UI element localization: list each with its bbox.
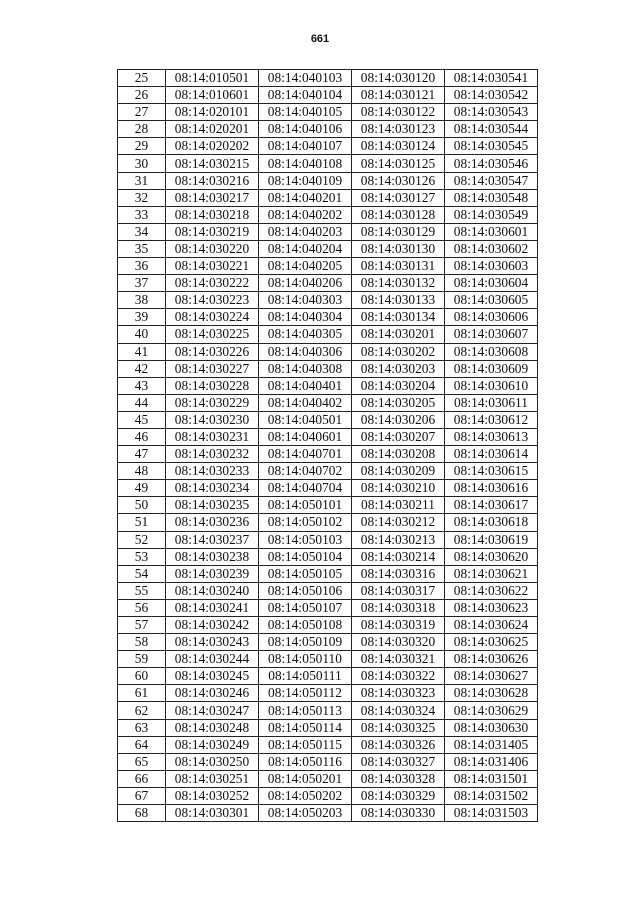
cadastral-code-cell: 08:14:030242: [166, 617, 259, 634]
table-row: [118, 104, 538, 121]
cadastral-code-cell: 08:14:030614: [445, 446, 538, 463]
cadastral-code-cell: 08:14:030318: [352, 599, 445, 616]
row-number-cell: 41: [118, 343, 166, 360]
cadastral-code-cell: 08:14:030235: [166, 497, 259, 514]
cadastral-code-cell: 08:14:040303: [259, 292, 352, 309]
cadastral-code-cell: 08:14:030545: [445, 138, 538, 155]
table-row: [118, 275, 538, 292]
cadastral-code-cell: 08:14:050103: [259, 531, 352, 548]
row-number-cell: 52: [118, 531, 166, 548]
cadastral-code-cell: 08:14:020201: [166, 121, 259, 138]
cadastral-code-cell: 08:14:050101: [259, 497, 352, 514]
cadastral-code-cell: 08:14:050116: [259, 753, 352, 770]
cadastral-code-cell: 08:14:040308: [259, 360, 352, 377]
table-body: [118, 70, 538, 822]
cadastral-code-cell: 08:14:030210: [352, 480, 445, 497]
page-number: 661: [310, 33, 330, 45]
cadastral-code-cell: 08:14:030134: [352, 309, 445, 326]
cadastral-code-cell: 08:14:030233: [166, 463, 259, 480]
cadastral-code-cell: 08:14:030240: [166, 582, 259, 599]
cadastral-code-cell: 08:14:030237: [166, 531, 259, 548]
cadastral-code-cell: 08:14:030328: [352, 770, 445, 787]
cadastral-code-cell: 08:14:050110: [259, 651, 352, 668]
table-row: [118, 805, 538, 822]
cadastral-code-cell: 08:14:050114: [259, 719, 352, 736]
row-number-cell: 65: [118, 753, 166, 770]
cadastral-code-cell: 08:14:050111: [259, 668, 352, 685]
cadastral-code-cell: 08:14:030126: [352, 172, 445, 189]
row-number-cell: 53: [118, 548, 166, 565]
row-number-cell: 44: [118, 394, 166, 411]
cadastral-code-cell: 08:14:030129: [352, 223, 445, 240]
cadastral-code-cell: 08:14:030325: [352, 719, 445, 736]
cadastral-code-cell: 08:14:030220: [166, 240, 259, 257]
cadastral-code-cell: 08:14:030224: [166, 309, 259, 326]
cadastral-code-cell: 08:14:040401: [259, 377, 352, 394]
row-number-cell: 43: [118, 377, 166, 394]
cadastral-code-cell: 08:14:030228: [166, 377, 259, 394]
table-row: [118, 497, 538, 514]
cadastral-code-cell: 08:14:030207: [352, 428, 445, 445]
cadastral-code-cell: 08:14:040304: [259, 309, 352, 326]
cadastral-code-cell: 08:14:040701: [259, 446, 352, 463]
cadastral-code-cell: 08:14:030319: [352, 617, 445, 634]
cadastral-code-cell: 08:14:030612: [445, 411, 538, 428]
table-row: [118, 360, 538, 377]
cadastral-code-cell: 08:14:030622: [445, 582, 538, 599]
cadastral-code-cell: 08:14:030232: [166, 446, 259, 463]
cadastral-codes-table: [117, 69, 538, 822]
cadastral-code-cell: 08:14:030131: [352, 258, 445, 275]
row-number-cell: 64: [118, 736, 166, 753]
cadastral-code-cell: 08:14:030244: [166, 651, 259, 668]
table-row: [118, 685, 538, 702]
table-row: [118, 548, 538, 565]
cadastral-code-cell: 08:14:031502: [445, 787, 538, 804]
table-row: [118, 514, 538, 531]
cadastral-code-cell: 08:14:040402: [259, 394, 352, 411]
cadastral-code-cell: 08:14:030123: [352, 121, 445, 138]
cadastral-code-cell: 08:14:030606: [445, 309, 538, 326]
cadastral-code-cell: 08:14:030226: [166, 343, 259, 360]
cadastral-code-cell: 08:14:030627: [445, 668, 538, 685]
cadastral-code-cell: 08:14:030615: [445, 463, 538, 480]
row-number-cell: 42: [118, 360, 166, 377]
cadastral-code-cell: 08:14:030548: [445, 189, 538, 206]
row-number-cell: 35: [118, 240, 166, 257]
cadastral-code-cell: 08:14:031501: [445, 770, 538, 787]
cadastral-code-cell: 08:14:030128: [352, 206, 445, 223]
cadastral-code-cell: 08:14:030624: [445, 617, 538, 634]
table-row: [118, 651, 538, 668]
cadastral-code-cell: 08:14:040204: [259, 240, 352, 257]
table-row: [118, 223, 538, 240]
row-number-cell: 60: [118, 668, 166, 685]
cadastral-code-cell: 08:14:030127: [352, 189, 445, 206]
cadastral-code-cell: 08:14:030133: [352, 292, 445, 309]
cadastral-code-cell: 08:14:020101: [166, 104, 259, 121]
table-row: [118, 599, 538, 616]
row-number-cell: 58: [118, 634, 166, 651]
row-number-cell: 47: [118, 446, 166, 463]
table-row: [118, 377, 538, 394]
cadastral-code-cell: 08:14:030219: [166, 223, 259, 240]
cadastral-code-cell: 08:14:030617: [445, 497, 538, 514]
cadastral-code-cell: 08:14:030203: [352, 360, 445, 377]
table-row: [118, 446, 538, 463]
cadastral-code-cell: 08:14:050106: [259, 582, 352, 599]
cadastral-code-cell: 08:14:030227: [166, 360, 259, 377]
cadastral-code-cell: 08:14:040305: [259, 326, 352, 343]
cadastral-code-cell: 08:14:030213: [352, 531, 445, 548]
cadastral-code-cell: 08:14:030206: [352, 411, 445, 428]
table-row: [118, 428, 538, 445]
cadastral-code-cell: 08:14:030316: [352, 565, 445, 582]
cadastral-code-cell: 08:14:030239: [166, 565, 259, 582]
table-row: [118, 531, 538, 548]
cadastral-code-cell: 08:14:030212: [352, 514, 445, 531]
cadastral-code-cell: 08:14:040501: [259, 411, 352, 428]
cadastral-code-cell: 08:14:050112: [259, 685, 352, 702]
table-row: [118, 770, 538, 787]
cadastral-code-cell: 08:14:030132: [352, 275, 445, 292]
cadastral-code-cell: 08:14:030619: [445, 531, 538, 548]
cadastral-code-cell: 08:14:030320: [352, 634, 445, 651]
cadastral-code-cell: 08:14:030321: [352, 651, 445, 668]
cadastral-code-cell: 08:14:030201: [352, 326, 445, 343]
row-number-cell: 50: [118, 497, 166, 514]
row-number-cell: 25: [118, 70, 166, 87]
cadastral-code-cell: 08:14:030610: [445, 377, 538, 394]
cadastral-code-cell: 08:14:030544: [445, 121, 538, 138]
cadastral-code-cell: 08:14:030243: [166, 634, 259, 651]
cadastral-code-cell: 08:14:030230: [166, 411, 259, 428]
table-row: [118, 309, 538, 326]
row-number-cell: 49: [118, 480, 166, 497]
table-row: [118, 736, 538, 753]
cadastral-code-cell: 08:14:030616: [445, 480, 538, 497]
cadastral-code-cell: 08:14:030605: [445, 292, 538, 309]
table-row: [118, 240, 538, 257]
cadastral-code-cell: 08:14:030621: [445, 565, 538, 582]
cadastral-code-cell: 08:14:030231: [166, 428, 259, 445]
table-row: [118, 121, 538, 138]
cadastral-code-cell: 08:14:030245: [166, 668, 259, 685]
table-row: [118, 155, 538, 172]
cadastral-code-cell: 08:14:030241: [166, 599, 259, 616]
row-number-cell: 57: [118, 617, 166, 634]
cadastral-code-cell: 08:14:040203: [259, 223, 352, 240]
cadastral-code-cell: 08:14:030327: [352, 753, 445, 770]
row-number-cell: 34: [118, 223, 166, 240]
table-row: [118, 87, 538, 104]
table-row: [118, 634, 538, 651]
table-row: [118, 565, 538, 582]
row-number-cell: 33: [118, 206, 166, 223]
cadastral-code-cell: 08:14:030223: [166, 292, 259, 309]
row-number-cell: 51: [118, 514, 166, 531]
row-number-cell: 46: [118, 428, 166, 445]
cadastral-code-cell: 08:14:010501: [166, 70, 259, 87]
cadastral-code-cell: 08:14:030323: [352, 685, 445, 702]
cadastral-code-cell: 08:14:050108: [259, 617, 352, 634]
cadastral-code-cell: 08:14:030238: [166, 548, 259, 565]
cadastral-code-cell: 08:14:020202: [166, 138, 259, 155]
cadastral-code-cell: 08:14:040306: [259, 343, 352, 360]
table-row: [118, 582, 538, 599]
cadastral-code-cell: 08:14:030602: [445, 240, 538, 257]
cadastral-code-cell: 08:14:030620: [445, 548, 538, 565]
cadastral-code-cell: 08:14:030618: [445, 514, 538, 531]
cadastral-code-cell: 08:14:030209: [352, 463, 445, 480]
cadastral-code-cell: 08:14:030211: [352, 497, 445, 514]
table-row: [118, 753, 538, 770]
cadastral-code-cell: 08:14:030225: [166, 326, 259, 343]
cadastral-code-cell: 08:14:030541: [445, 70, 538, 87]
row-number-cell: 68: [118, 805, 166, 822]
cadastral-code-cell: 08:14:031406: [445, 753, 538, 770]
cadastral-code-cell: 08:14:030546: [445, 155, 538, 172]
cadastral-code-cell: 08:14:030330: [352, 805, 445, 822]
cadastral-code-cell: 08:14:030549: [445, 206, 538, 223]
row-number-cell: 31: [118, 172, 166, 189]
row-number-cell: 28: [118, 121, 166, 138]
row-number-cell: 32: [118, 189, 166, 206]
row-number-cell: 59: [118, 651, 166, 668]
cadastral-code-cell: 08:14:030326: [352, 736, 445, 753]
cadastral-code-cell: 08:14:050109: [259, 634, 352, 651]
cadastral-code-cell: 08:14:040704: [259, 480, 352, 497]
row-number-cell: 39: [118, 309, 166, 326]
cadastral-code-cell: 08:14:030250: [166, 753, 259, 770]
cadastral-code-cell: 08:14:010601: [166, 87, 259, 104]
cadastral-code-cell: 08:14:030215: [166, 155, 259, 172]
row-number-cell: 48: [118, 463, 166, 480]
row-number-cell: 62: [118, 702, 166, 719]
row-number-cell: 29: [118, 138, 166, 155]
cadastral-code-cell: 08:14:050102: [259, 514, 352, 531]
cadastral-code-cell: 08:14:030121: [352, 87, 445, 104]
cadastral-code-cell: 08:14:030626: [445, 651, 538, 668]
cadastral-code-cell: 08:14:040105: [259, 104, 352, 121]
cadastral-code-cell: 08:14:030236: [166, 514, 259, 531]
row-number-cell: 36: [118, 258, 166, 275]
cadastral-code-cell: 08:14:030629: [445, 702, 538, 719]
cadastral-code-cell: 08:14:030216: [166, 172, 259, 189]
table-row: [118, 702, 538, 719]
cadastral-code-cell: 08:14:050115: [259, 736, 352, 753]
cadastral-code-cell: 08:14:040601: [259, 428, 352, 445]
row-number-cell: 40: [118, 326, 166, 343]
cadastral-code-cell: 08:14:030625: [445, 634, 538, 651]
row-number-cell: 45: [118, 411, 166, 428]
cadastral-code-cell: 08:14:030322: [352, 668, 445, 685]
table-row: [118, 138, 538, 155]
cadastral-code-cell: 08:14:030124: [352, 138, 445, 155]
table-row: [118, 719, 538, 736]
cadastral-code-cell: 08:14:030204: [352, 377, 445, 394]
cadastral-code-cell: 08:14:030246: [166, 685, 259, 702]
table-row: [118, 463, 538, 480]
cadastral-code-cell: 08:14:030604: [445, 275, 538, 292]
cadastral-code-cell: 08:14:050105: [259, 565, 352, 582]
table-row: [118, 172, 538, 189]
cadastral-code-cell: 08:14:030202: [352, 343, 445, 360]
cadastral-code-cell: 08:14:030317: [352, 582, 445, 599]
table-row: [118, 70, 538, 87]
cadastral-code-cell: 08:14:030608: [445, 343, 538, 360]
cadastral-code-cell: 08:14:030248: [166, 719, 259, 736]
cadastral-code-cell: 08:14:030205: [352, 394, 445, 411]
table-row: [118, 326, 538, 343]
table-row: [118, 206, 538, 223]
cadastral-code-cell: 08:14:030252: [166, 787, 259, 804]
cadastral-code-cell: 08:14:030120: [352, 70, 445, 87]
row-number-cell: 38: [118, 292, 166, 309]
row-number-cell: 54: [118, 565, 166, 582]
cadastral-code-cell: 08:14:030607: [445, 326, 538, 343]
cadastral-code-cell: 08:14:030214: [352, 548, 445, 565]
cadastral-code-cell: 08:14:040103: [259, 70, 352, 87]
cadastral-code-cell: 08:14:050203: [259, 805, 352, 822]
table-row: [118, 394, 538, 411]
cadastral-code-cell: 08:14:030547: [445, 172, 538, 189]
cadastral-code-cell: 08:14:030543: [445, 104, 538, 121]
cadastral-code-cell: 08:14:040205: [259, 258, 352, 275]
cadastral-code-cell: 08:14:040201: [259, 189, 352, 206]
table-row: [118, 292, 538, 309]
cadastral-code-cell: 08:14:031405: [445, 736, 538, 753]
cadastral-code-cell: 08:14:030222: [166, 275, 259, 292]
cadastral-code-cell: 08:14:030249: [166, 736, 259, 753]
cadastral-code-cell: 08:14:030229: [166, 394, 259, 411]
cadastral-code-cell: 08:14:050104: [259, 548, 352, 565]
row-number-cell: 26: [118, 87, 166, 104]
table-row: [118, 617, 538, 634]
table-row: [118, 411, 538, 428]
cadastral-code-cell: 08:14:030630: [445, 719, 538, 736]
cadastral-code-cell: 08:14:030122: [352, 104, 445, 121]
row-number-cell: 66: [118, 770, 166, 787]
cadastral-code-cell: 08:14:030125: [352, 155, 445, 172]
cadastral-code-cell: 08:14:030542: [445, 87, 538, 104]
cadastral-code-cell: 08:14:030130: [352, 240, 445, 257]
cadastral-code-cell: 08:14:040104: [259, 87, 352, 104]
table-row: [118, 787, 538, 804]
cadastral-code-cell: 08:14:030613: [445, 428, 538, 445]
row-number-cell: 30: [118, 155, 166, 172]
cadastral-code-cell: 08:14:030301: [166, 805, 259, 822]
cadastral-code-cell: 08:14:040702: [259, 463, 352, 480]
table-row: [118, 258, 538, 275]
cadastral-code-cell: 08:14:030218: [166, 206, 259, 223]
cadastral-code-cell: 08:14:030221: [166, 258, 259, 275]
cadastral-code-cell: 08:14:031503: [445, 805, 538, 822]
cadastral-code-cell: 08:14:030628: [445, 685, 538, 702]
cadastral-code-cell: 08:14:040108: [259, 155, 352, 172]
cadastral-code-cell: 08:14:050202: [259, 787, 352, 804]
cadastral-code-cell: 08:14:040206: [259, 275, 352, 292]
cadastral-code-cell: 08:14:030251: [166, 770, 259, 787]
cadastral-code-cell: 08:14:030234: [166, 480, 259, 497]
cadastral-code-cell: 08:14:030208: [352, 446, 445, 463]
row-number-cell: 37: [118, 275, 166, 292]
cadastral-code-cell: 08:14:030609: [445, 360, 538, 377]
cadastral-code-cell: 08:14:040109: [259, 172, 352, 189]
table-row: [118, 189, 538, 206]
cadastral-code-cell: 08:14:050107: [259, 599, 352, 616]
cadastral-code-cell: 08:14:030611: [445, 394, 538, 411]
cadastral-code-cell: 08:14:050113: [259, 702, 352, 719]
row-number-cell: 67: [118, 787, 166, 804]
cadastral-code-cell: 08:14:030324: [352, 702, 445, 719]
cadastral-code-cell: 08:14:030623: [445, 599, 538, 616]
row-number-cell: 55: [118, 582, 166, 599]
table-row: [118, 343, 538, 360]
cadastral-code-cell: 08:14:040106: [259, 121, 352, 138]
table-row: [118, 480, 538, 497]
cadastral-code-cell: 08:14:040202: [259, 206, 352, 223]
cadastral-code-cell: 08:14:040107: [259, 138, 352, 155]
row-number-cell: 61: [118, 685, 166, 702]
row-number-cell: 27: [118, 104, 166, 121]
cadastral-code-cell: 08:14:030329: [352, 787, 445, 804]
cadastral-code-cell: 08:14:030601: [445, 223, 538, 240]
cadastral-code-cell: 08:14:050201: [259, 770, 352, 787]
table-row: [118, 668, 538, 685]
cadastral-code-cell: 08:14:030217: [166, 189, 259, 206]
row-number-cell: 63: [118, 719, 166, 736]
row-number-cell: 56: [118, 599, 166, 616]
cadastral-code-cell: 08:14:030603: [445, 258, 538, 275]
cadastral-code-cell: 08:14:030247: [166, 702, 259, 719]
